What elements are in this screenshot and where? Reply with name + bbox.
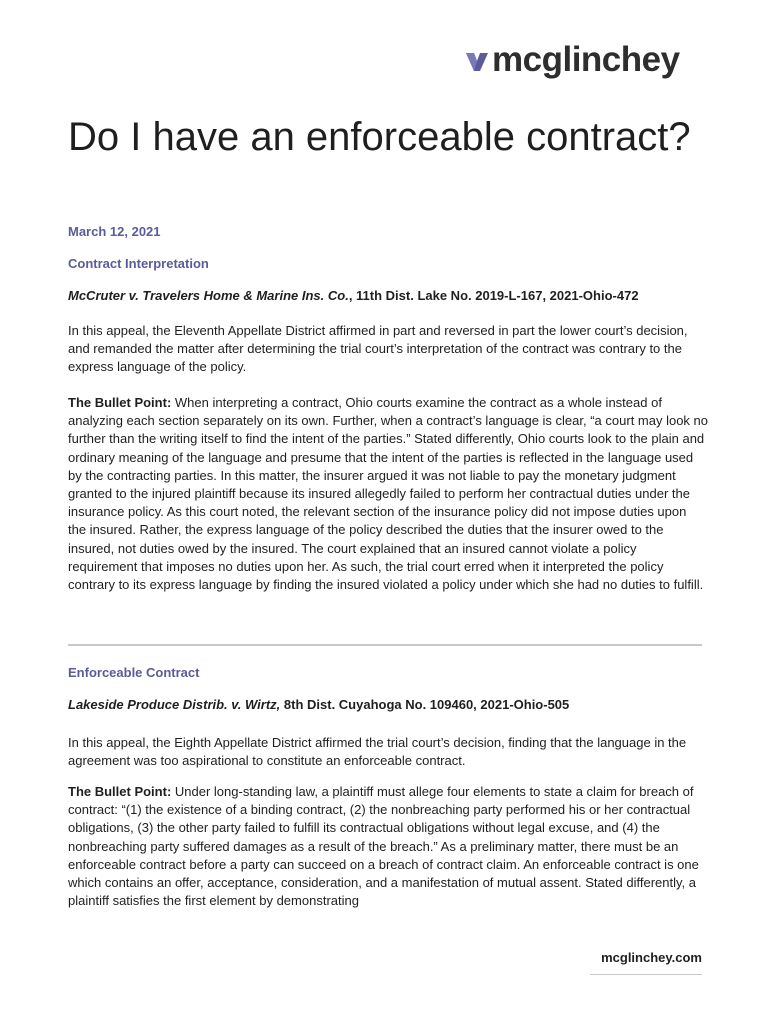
page-title: Do I have an enforceable contract? (68, 115, 691, 159)
bullet-point-paragraph (68, 783, 708, 910)
logo-text: mcglinchey (492, 40, 680, 79)
case-name: Lakeside Produce Distrib. v. Wirtz, (68, 697, 281, 712)
case-cite: 8th Dist. Cuyahoga No. 109460, 2021-Ohio-505 (280, 697, 570, 712)
case-citation (68, 288, 639, 303)
publish-date: March 12, 2021 (68, 224, 161, 239)
section-divider (68, 644, 702, 646)
section-heading-enforceable-contract: Enforceable Contract (68, 665, 200, 680)
company-logo (466, 40, 680, 80)
bullet-point-label: The Bullet Point: (68, 784, 172, 799)
bullet-point-paragraph (68, 394, 708, 594)
case-name: McCruter v. Travelers Home & Marine Ins. Co. (68, 288, 349, 303)
case-cite: , 11th Dist. Lake No. 2019-L-167, 2021-Ohio-472 (348, 288, 639, 303)
bullet-point-text: When interpreting a contract, Ohio courts examine the contract as a whole instead of analyzing each section separately on its own. Further, when a contract’s language is clear, “a court may look no further than the writing itself to find the intent of the parties.” Stated differently, Ohio courts look to the plain and ordinary meaning of the language and presume that the intent of the parties is reflected in the language used by the contracting parties. In this matter, the insurer argued it was not liable to pay the monetary judgment granted to the injured plaintiff because its insured allegedly failed to perform her contractual duties under the insurance policy. As this court noted, the relevant section of the insurance policy did not impose duties upon the insured. Rather, the express language of the policy described the duties that the insurer owed to the insured, not duties owed by the insured. The court explained that an insured cannot violate a policy requirement that imposes no duties upon her. As such, the trial court erred when it interpreted the policy contrary to its express language by finding the insured violated a policy under which she had no duties to fulfill. (68, 395, 709, 593)
footer-divider (590, 974, 702, 975)
case-citation (68, 697, 569, 712)
case-summary: In this appeal, the Eleventh Appellate District affirmed in part and reversed in part the lower court’s decision, and remanded the matter after determining the trial court’s interpretation of the contract was contrary to the express language of the policy. (68, 323, 688, 375)
bullet-point-label: The Bullet Point: (68, 395, 172, 410)
bullet-point-text: Under long-standing law, a plaintiff must allege four elements to state a claim for breach of contract: “(1) the existence of a binding contract, (2) the nonbreaching party performed his or her contractual obligations, (3) the other party failed to fulfill its contractual obligations without legal excuse, and (4) the nonbreaching party suffered damages as a result of the breach.” As a preliminary matter, there must be an enforceable contract before a party can succeed on a breach of contract claim. An enforceable contract is one which contains an offer, acceptance, consideration, and a manifestation of mutual assent. Stated differently, a plaintiff satisfies the first element by demonstrating (68, 784, 699, 909)
logo-mark-icon (466, 49, 488, 71)
case-summary: In this appeal, the Eighth Appellate District affirmed the trial court’s decision, finding that the language in the agreement was too aspirational to constitute an enforceable contract. (68, 735, 687, 769)
section-heading-contract-interpretation: Contract Interpretation (68, 256, 209, 271)
website-link[interactable]: mcglinchey.com (601, 950, 702, 965)
